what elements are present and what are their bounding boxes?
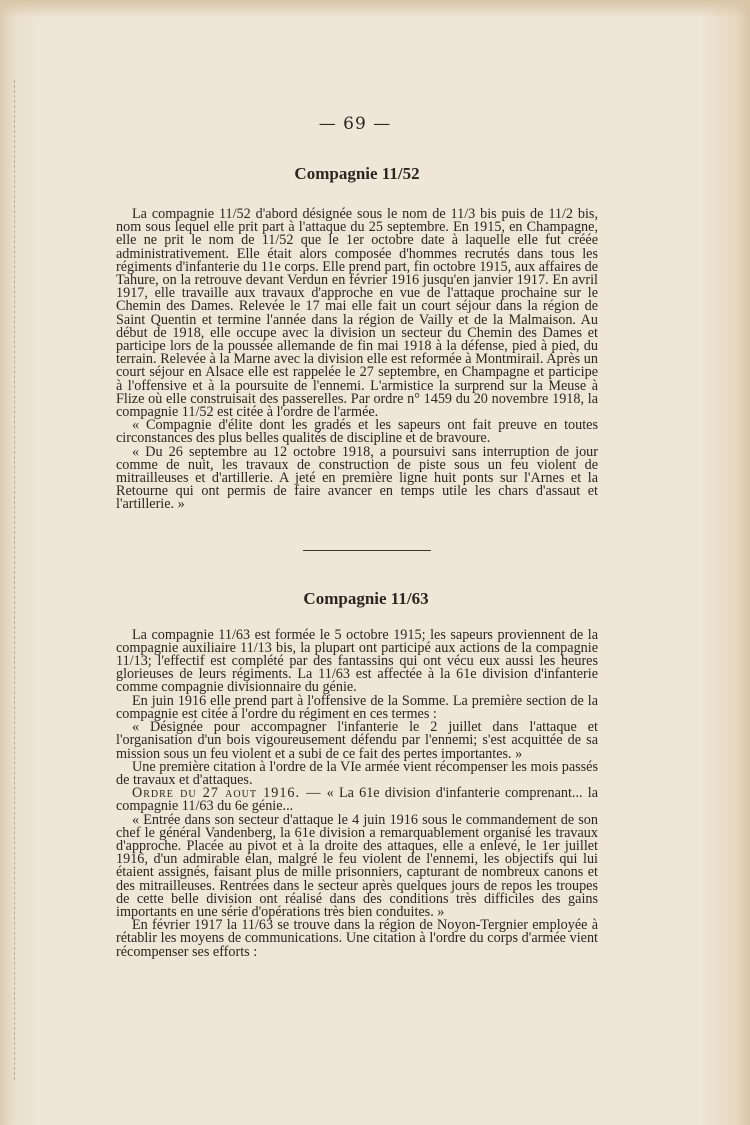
paragraph: « Entrée dans son secteur d'attaque le 4 juin 1916 sous le commandement de son chef le général Vandenberg, la 61e division a remarquablement organisé les travaux d'approche. Placée au pivot et à la droite des attaques, elle a enlevé, le 1er juillet 1916, d'un admirable élan, malgré le feu violent de l'ennemi, les objectifs qui lui étaient assignés, faisant plus de mille prisonniers, capturant de nombreux canons et des mitrailleuses. Rentrées dans le secteur après quelques jours de repos les troupes de cette belle division ont réalisé dans des conditions très difficiles des gains importants en une série d'opérations très bien conduites. » bbox=[116, 811, 598, 920]
paragraph: « Désignée pour accompagner l'infanterie le 2 juillet dans l'attaque et l'organisation d'un bois vigoureusement défendu par l'ennemi; s'est acquittée de sa mission sous un feu violent et a subi de ce fait des pertes importantes. » bbox=[116, 719, 598, 762]
page-number: — 69 — bbox=[318, 114, 392, 134]
section-title-11-63: Compagnie 11/63 bbox=[303, 588, 429, 608]
paragraph: « Compagnie d'élite dont les gradés et les sapeurs ont fait preuve en toutes circonstances des plus belles qualités de discipline et de bravoure. bbox=[116, 417, 598, 447]
paragraph: La compagnie 11/63 est formée le 5 octobre 1915; les sapeurs proviennent de la compagnie auxiliaire 11/13 bis, la plupart ont participé aux actions de la compagnie 11/13; l'effectif est complété par des fantassins qui ont vécu eux aussi les heures glorieuses de leurs régiments. La 11/63 est affectée à la 61e division d'infanterie comme compagnie divisionnaire du génie. bbox=[116, 626, 598, 696]
order-paragraph bbox=[116, 787, 598, 813]
order-label: Ordre du 27 aout 1916. — bbox=[132, 785, 322, 802]
order-text: « La 61e division d'infanterie comprenant... la compagnie 11/63 du 6e génie... bbox=[116, 785, 598, 815]
page-edge bbox=[0, 0, 750, 18]
paragraph: En juin 1916 elle prend part à l'offensive de la Somme. La première section de la compagnie est citée à l'ordre du régiment en ces termes : bbox=[116, 692, 598, 722]
section-divider bbox=[303, 550, 431, 551]
paragraph: Une première citation à l'ordre de la VIe armée vient récompenser les mois passés de travaux et d'attaques. bbox=[116, 758, 598, 788]
binding-stitch bbox=[14, 80, 19, 1080]
paragraph: La compagnie 11/52 d'abord désignée sous le nom de 11/3 bis puis de 11/2 bis, nom sous lequel elle prit part à l'attaque du 25 septembre. En 1915, en Champagne, elle ne prit le nom de 11/52 que le 1er octobre date à laquelle elle fut créée administrativement. Elle était alors composée d'hommes recrutés dans tous les régiments d'infanterie du 11e corps. Elle prend part, fin octobre 1915, aux affaires de Tahure, on la retrouve devant Verdun en février 1916 jusqu'en janvier 1917. En avril 1917, elle travaille aux travaux d'approche en vue de l'attaque prochaine sur le Chemin des Dames. Relevée le 17 mai elle fait un court séjour dans la région de Saint Quentin et termine l'année dans la région de Vailly et de la Malmaison. Au début de 1918, elle occupe avec la division un secteur du Chemin des Dames et participe lors de la poussée allemande de fin mai 1918 à la défense, pied à pied, du terrain. Relevée à la Marne avec la division elle est reformée à Montmirail. Après un court séjour en Alsace elle est rappelée le 27 septembre, en Champagne et participe à l'offensive et à la poursuite de l'ennemi. L'armistice la surprend sur la Meuse à Flize où elle construisait des passerelles. Par ordre n° 1459 du 20 novembre 1918, la compagnie 11/52 est citée à l'ordre de l'armée. bbox=[116, 206, 598, 421]
paragraph: En février 1917 la 11/63 se trouve dans la région de Noyon-Tergnier employée à rétablir les moyens de communications. Une citation à l'ordre du corps d'armée vient récompenser ses efforts : bbox=[116, 917, 598, 960]
paragraph: « Du 26 septembre au 12 octobre 1918, a poursuivi sans interruption de jour comme de nuit, les travaux de construction de piste sous un feu violent de mitrailleuses et d'artillerie. A jeté en première ligne huit ponts sur l'Arnes et la Retourne qui ont permis de faire avancer en temps utile les chars d'assaut et l'artillerie. » bbox=[116, 443, 598, 513]
page-content bbox=[116, 162, 598, 959]
section-title-11-52: Compagnie 11/52 bbox=[294, 164, 420, 183]
